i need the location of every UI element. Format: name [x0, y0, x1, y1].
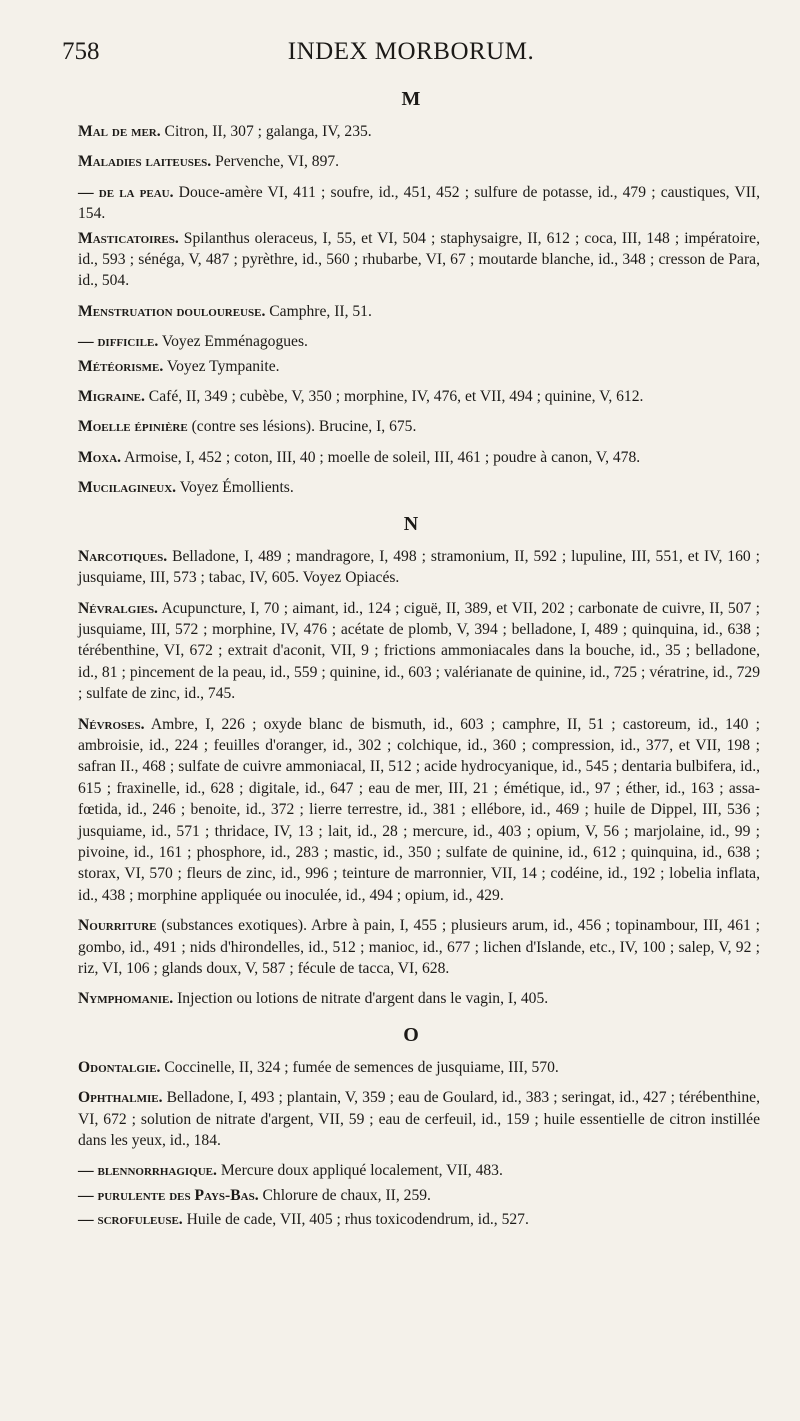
- entry-term: Moelle épinière: [78, 418, 188, 436]
- entry-text: Armoise, I, 452 ; coton, III, 40 ; moelle de soleil, III, 461 ; poudre à canon, V, 478.: [121, 448, 641, 466]
- entry-text: Mercure doux appliqué localement, VII, 483.: [216, 1162, 503, 1180]
- entry-term: Névroses.: [78, 715, 145, 733]
- index-entry: [62, 477, 760, 498]
- section-letter: O: [403, 1023, 419, 1046]
- entry-term: Météorisme.: [78, 357, 164, 375]
- index-entry: [62, 915, 760, 979]
- entry-text: Belladone, I, 493 ; plantain, V, 359 ; eau de Goulard, id., 383 ; seringat, id., 427 ; térébenthine, VI, 672 ; solution de nitrate d'argent, VII, 59 ; eau de cerfeuil, id., 159 ; huile essentielle de citron instillée dans les yeux, id., 184.: [78, 1089, 760, 1150]
- index-entry: [62, 356, 760, 377]
- index-entry: [62, 301, 760, 322]
- entry-term: Ophthalmie.: [78, 1089, 163, 1107]
- entry-text: Injection ou lotions de nitrate d'argent dans le vagin, I, 405.: [173, 990, 549, 1008]
- entry-text: Pervenche, VI, 897.: [211, 153, 340, 171]
- entry-term: Névralgies.: [78, 599, 158, 617]
- entry-term: — blennorrhagique.: [78, 1162, 217, 1180]
- entry-term: Odontalgie.: [78, 1058, 161, 1076]
- entry-text: Café, II, 349 ; cubèbe, V, 350 ; morphine, IV, 476, et VII, 494 ; quinine, V, 612.: [144, 388, 644, 406]
- entry-term: Migraine.: [78, 388, 145, 406]
- entry-text: Ambre, I, 226 ; oxyde blanc de bismuth, id., 603 ; camphre, II, 51 ; castoreum, id., 140 ; ambroisie, id., 224 ; feuilles d'oranger, id., 302 ; colchique, id., 360 ; compression, id., 377, et VII, 198 ; safran II., 468 ; sulfate de cuivre ammoniacal, II, 512 ; acide hydrocyanique, id., 545 ; dentaria bulbifera, id., 615 ; fraxinelle, id., 628 ; digitale, id., 647 ; eau de mer, III, 21 ; émétique, id., 97 ; éther, id., 163 ; assa-fœtida, id., 246 ; benoite, id., 372 ; lierre terrestre, id., 381 ; ellébore, id., 469 ; huile de Dippel, III, 536 ; jusquiame, id., 571 ; thridace, IV, 13 ; lait, id., 28 ; mercure, id., 403 ; opium, V, 56 ; marjolaine, id., 99 ; pivoine, id., 161 ; phosphore, id., 283 ; mastic, id., 350 ; sulfate de quinine, id., 612 ; quinquina, id., 638 ; storax, VI, 570 ; fleurs de zinc, id., 996 ; teinture de marronnier, VII, 14 ; codéine, id., 192 ; lobelia inflata, id., 438 ; morphine appliquée ou inoculée, id., 494 ; opium, id., 429.: [78, 715, 760, 904]
- entry-term: Moxa.: [78, 448, 122, 466]
- entry-text: Voyez Emménagogues.: [158, 333, 308, 351]
- entry-text: Spilanthus oleraceus, I, 55, et VI, 504 ; staphysaigre, II, 612 ; coca, III, 148 ; impératoire, id., 593 ; sénéga, V, 487 ; pyrèthre, id., 560 ; rhubarbe, VI, 67 ; moutarde blanche, id., 348 ; cresson de Para, id., 504.: [78, 229, 760, 290]
- entry-text: Acupuncture, I, 70 ; aimant, id., 124 ; ciguë, II, 389, et VII, 202 ; carbonate de cuivre, II, 507 ; jusquiame, III, 572 ; morphine, IV, 476 ; acétate de plomb, V, 394 ; belladone, I, 489 ; quinquina, id., 638 ; térébenthine, VI, 672 ; extrait d'aconit, VII, 9 ; frictions ammoniacales dans la bouche, id., 35 ; belladone, id., 81 ; pincement de la peau, id., 559 ; quinine, id., 603 ; valérianate de quinine, id., 725 ; vératrine, id., 729 ; sulfate de zinc, id., 745.: [78, 599, 760, 703]
- entry-term: Menstruation douloureuse.: [78, 302, 266, 320]
- index-entry: [62, 121, 760, 142]
- running-title: INDEX MORBORUM.: [287, 38, 535, 65]
- entry-text: Chlorure de chaux, II, 259.: [258, 1186, 431, 1204]
- entry-text: Citron, II, 307 ; galanga, IV, 235.: [160, 123, 372, 140]
- entry-term: — purulente des Pays-Bas.: [78, 1186, 259, 1204]
- index-body: [62, 88, 760, 1231]
- index-entry: [62, 1160, 760, 1181]
- index-entry: [62, 228, 760, 292]
- index-entry: [62, 1087, 760, 1151]
- entry-term: — difficile.: [78, 333, 159, 351]
- index-entry: [62, 988, 760, 1009]
- index-entry: [62, 386, 760, 407]
- index-entry: [62, 416, 760, 437]
- entry-text: Camphre, II, 51.: [265, 302, 372, 320]
- entry-text: (contre ses lésions). Brucine, I, 675.: [187, 418, 417, 436]
- page-header: [62, 30, 760, 74]
- entry-term: Mal de mer.: [78, 123, 161, 140]
- entry-term: — scrofuleuse.: [78, 1211, 183, 1229]
- index-entry: [62, 331, 760, 352]
- index-entry: [62, 714, 760, 907]
- index-entry: [62, 182, 760, 225]
- index-entry: [62, 447, 760, 468]
- page-number: 758: [62, 38, 100, 65]
- entry-term: Narcotiques.: [78, 547, 168, 565]
- index-entry: [62, 598, 760, 705]
- entry-text: Voyez Émollients.: [176, 479, 294, 497]
- index-entry: [62, 1057, 760, 1078]
- entry-term: Masticatoires.: [78, 229, 179, 247]
- index-entry: [62, 546, 760, 589]
- entry-term: Maladies laiteuses.: [78, 153, 212, 171]
- entry-text: Voyez Tympanite.: [163, 357, 280, 375]
- entry-term: — de la peau.: [78, 183, 174, 201]
- index-entry: [62, 1209, 760, 1230]
- section-letter: N: [403, 512, 419, 535]
- entry-text: Huile de cade, VII, 405 ; rhus toxicodendrum, id., 527.: [182, 1211, 529, 1229]
- index-entry: [62, 151, 760, 172]
- entry-text: Douce-amère VI, 411 ; soufre, id., 451, 452 ; sulfure de potasse, id., 479 ; caustiques, VII, 154.: [78, 183, 760, 223]
- entry-term: Mucilagineux.: [78, 479, 177, 497]
- index-entry: [62, 1185, 760, 1206]
- entry-term: Nourriture: [78, 917, 157, 935]
- entry-text: (substances exotiques). Arbre à pain, I, 455 ; plusieurs arum, id., 456 ; topinambour, III, 461 ; gombo, id., 491 ; nids d'hirondelles, id., 512 ; manioc, id., 677 ; lichen d'Islande, etc., IV, 100 ; salep, V, 92 ; riz, VI, 106 ; glands doux, V, 587 ; fécule de tacca, VI, 628.: [78, 917, 760, 977]
- entry-text: Belladone, I, 489 ; mandragore, I, 498 ; stramonium, II, 592 ; lupuline, III, 551, et IV, 160 ; jusquiame, III, 573 ; tabac, IV, 605. Voyez Opiacés.: [78, 547, 760, 587]
- entry-text: Coccinelle, II, 324 ; fumée de semences de jusquiame, III, 570.: [160, 1058, 559, 1076]
- section-letter: M: [401, 88, 421, 110]
- entry-term: Nymphomanie.: [78, 990, 174, 1008]
